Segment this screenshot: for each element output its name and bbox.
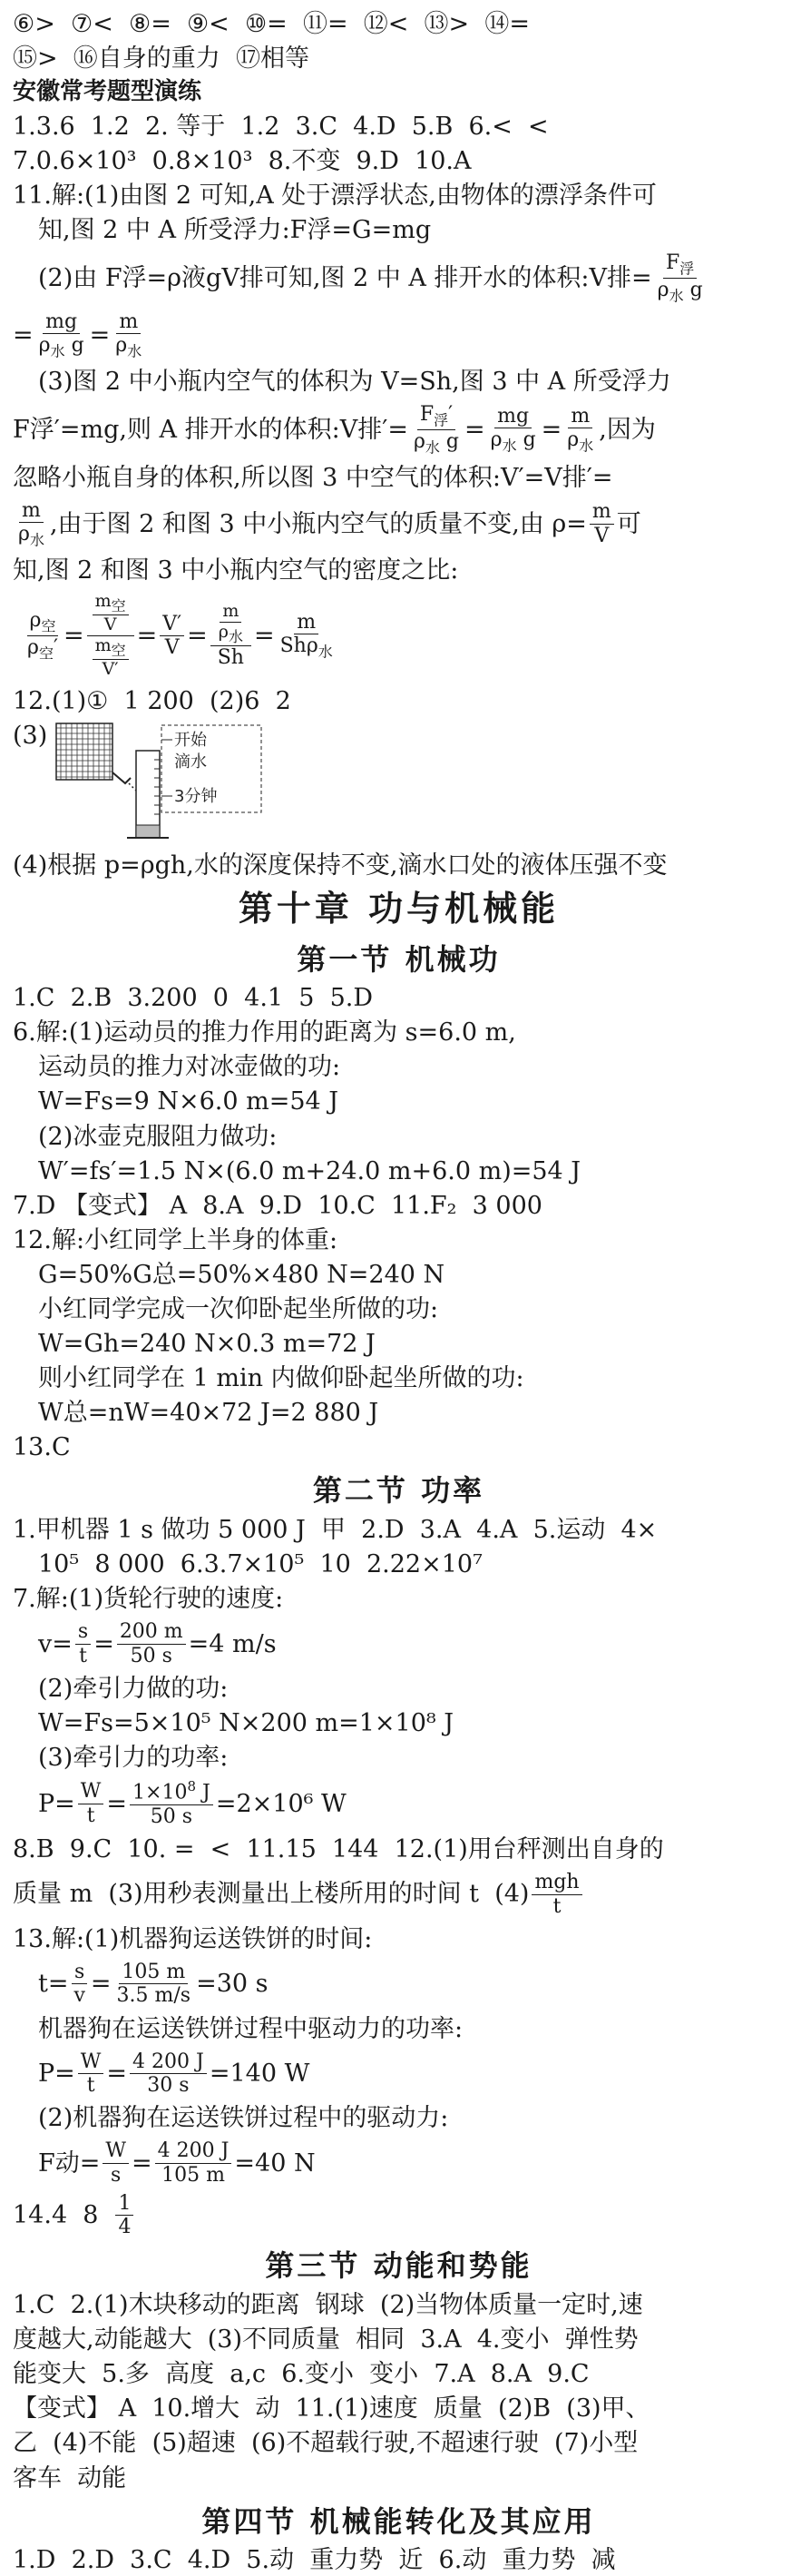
fraction: $\frac{mg}{\rho_水 g}$ — [490, 404, 536, 455]
formula-text: t= — [38, 1970, 69, 1999]
formula-text: ,因为 — [599, 415, 656, 444]
answer-line: 12.解:小红同学上半身的体重: — [13, 1225, 338, 1254]
fraction: $\frac{V'}{V}$ — [160, 613, 184, 660]
answer-line: 度越大,动能越大 (3)不同质量 相同 3.A 4.变小 弹性势 — [13, 2325, 639, 2355]
answer-line: W=Fs=5×10⁵ N×200 m=1×10⁸ J — [38, 1709, 454, 1738]
fraction: $\frac{W}{s}$ — [103, 2139, 129, 2187]
formula-line: t= $\frac{s}{v}$ = $\frac{105 m}{3.5 m/s}$ =30 s — [38, 1960, 269, 2008]
formula-line: v= $\frac{s}{t}$ = $\frac{200 m}{50 s}$ =4 m/s — [38, 1620, 277, 1667]
fraction: $\frac{\frac{m_空}{V}}{\frac{m_空}{V'}}$ — [87, 592, 134, 680]
formula-line: = $\frac{mg}{\rho_水 g}$ = $\frac{m}{\rho_水}$ — [13, 310, 785, 360]
answer-line: (3)图 2 中小瓶内空气的体积为 V=Sh,图 3 中 A 所受浮力 — [38, 368, 671, 396]
answer-line: 7.0.6×10³ 0.8×10³ 8.不变 9.D 10.A — [13, 147, 472, 176]
section-title: 第三节 动能和势能 — [265, 2248, 532, 2284]
fraction: $\frac{m}{\rho_水}$ — [567, 404, 594, 455]
answer-line: 知,图 2 和图 3 中小瓶内空气的密度之比: — [13, 556, 459, 585]
formula-text: P= — [38, 2059, 75, 2088]
answer-line: (2)机器狗在运送铁饼过程中的驱动力: — [38, 2104, 449, 2133]
fraction: $\frac{W}{t}$ — [78, 2050, 104, 2098]
diagram-row — [13, 720, 785, 847]
answer-line: G=50%G总=50%×480 N=240 N — [38, 1260, 445, 1289]
answer-line: W=Fs=9 N×6.0 m=54 J — [38, 1087, 339, 1116]
fraction: $\frac{4 200 J}{30 s}$ — [130, 2050, 207, 2098]
formula-text: F动= — [38, 2148, 101, 2178]
label-start: 开始 — [174, 731, 208, 751]
fraction: $\frac{1}{4}$ — [115, 2192, 133, 2239]
formula-line — [13, 251, 785, 305]
answer-line: 8.B 9.C 10. = < 11.15 144 12.(1)用台秤测出自身的 — [13, 1835, 664, 1864]
answer-line: 机器狗在运送铁饼过程中驱动力的功率: — [38, 2014, 464, 2043]
formula-text: =30 s — [196, 1970, 269, 1999]
answer-line: 10⁵ 8 000 6.3.7×10⁵ 10 2.22×10⁷ — [38, 1550, 483, 1579]
answer-line: 忽略小瓶自身的体积,所以图 3 中空气的体积:V′=V排′= — [13, 463, 613, 492]
answer-line: 1.3.6 1.2 2. 等于 1.2 3.C 4.D 5.B 6.< < — [13, 112, 549, 141]
answer-line: (3) — [13, 722, 48, 751]
answer-line: ⑮> ⑯自身的重力 ⑰相等 — [13, 44, 309, 74]
fraction: $\frac{200 m}{50 s}$ — [117, 1620, 186, 1667]
formula-line: F浮′=mg,则 A 排开水的体积:V排′= $\frac{F_浮'}{\rho_水 g}$ = $\frac{mg}{\rho_水 g}$ = $\frac{m}{\rho_水}$ ,因为 — [13, 403, 656, 457]
fraction: $\frac{m}{V}$ — [590, 500, 614, 547]
fraction: $\frac{m}{\rho_水}$ — [18, 498, 44, 549]
formula-text: =140 W — [209, 2059, 310, 2088]
answer-line: (2)冰壶克服阻力做功: — [38, 1122, 278, 1151]
formula-text: 14.4 8 — [13, 2201, 99, 2230]
label-3min: 3分钟 — [174, 787, 218, 807]
section-title: 第四节 机械能转化及其应用 — [201, 2503, 596, 2539]
answer-line: 7.解:(1)货轮行驶的速度: — [13, 1585, 284, 1614]
fraction: $\frac{\frac{m}{\rho_水}}{Sh}$ — [210, 602, 251, 669]
answer-line: 1.甲机器 1 s 做功 5 000 J 甲 2.D 3.A 4.A 5.运动 4× — [13, 1516, 658, 1545]
answer-line: 小红同学完成一次仰卧起坐所做的功: — [38, 1295, 439, 1323]
answer-line: 13.C — [13, 1433, 71, 1462]
formula-text: 质量 m (3)用秒表测量出上楼所用的时间 t (4) — [13, 1880, 530, 1909]
fraction: $\frac{W}{t}$ — [78, 1780, 104, 1827]
fraction: $\frac{\text{mgh}}{t}$ — [532, 1871, 581, 1918]
formula-text: = — [13, 320, 34, 349]
answer-line: ⑥> ⑦< ⑧= ⑨< ⑩= ⑪= ⑫< ⑬> ⑭= — [13, 10, 530, 38]
answer-line: W总=nW=40×72 J=2 880 J — [38, 1399, 379, 1428]
fraction: $\frac{mg}{\rho_水 g}$ — [38, 310, 84, 360]
answer-line: W=Gh=240 N×0.3 m=72 J — [38, 1330, 376, 1359]
formula-line — [13, 2192, 785, 2239]
answer-line: 【变式】 A 10.增大 动 11.(1)速度 质量 (2)B (3)甲、 — [13, 2394, 650, 2424]
answer-line: 乙 (4)不能 (5)超速 (6)不超载行驶,不超速行驶 (7)小型 — [13, 2429, 639, 2458]
formula-text: =4 m/s — [188, 1629, 277, 1658]
answer-line: 7.D 【变式】 A 8.A 9.D 10.C 11.F₂ 3 000 — [13, 1191, 542, 1220]
formula-text: (2)由 F浮=ρ液gV排可知,图 2 中 A 排开水的体积:V排= — [38, 264, 652, 293]
formula-text: P= — [38, 1789, 75, 1818]
chapter-title: 第十章 功与机械能 — [238, 889, 560, 929]
formula-line: F动= $\frac{W}{s}$ = $\frac{4 200 J}{105 m}$ =40 N — [38, 2139, 316, 2187]
formula-text: v= — [38, 1629, 73, 1658]
section-title: 第二节 功率 — [312, 1473, 485, 1509]
answer-line: (4)根据 p=ρgh,水的深度保持不变,滴水口处的液体压强不变 — [13, 851, 668, 880]
fraction: $\frac{4 200 J}{105 m}$ — [155, 2139, 232, 2187]
answer-line: (3)牵引力的功率: — [38, 1744, 229, 1773]
fraction: $\frac{\rho_空}{\rho_空'}$ — [27, 609, 58, 663]
drip-experiment-diagram — [53, 720, 270, 847]
formula-line — [13, 1871, 785, 1918]
formula-text: 可 — [616, 509, 641, 538]
answer-line: 运动员的推力对冰壶做的功: — [38, 1053, 341, 1082]
answer-line: 客车 动能 — [13, 2463, 127, 2492]
answer-line: 能变大 5.多 高度 a,c 6.变小 变小 7.A 8.A 9.C — [13, 2360, 590, 2389]
answer-line: 11.解:(1)由图 2 可知,A 处于漂浮状态,由物体的漂浮条件可 — [13, 182, 657, 211]
answer-line: 13.解:(1)机器狗运送铁饼的时间: — [13, 1924, 373, 1953]
fraction: $\frac{m}{\rho_水}$ — [115, 310, 142, 360]
answer-line: 12.(1)① 1 200 (2)6 2 — [13, 686, 291, 715]
formula-text: =40 N — [234, 2148, 316, 2178]
formula-text: ,由于图 2 和图 3 中小瓶内空气的质量不变,由 ρ= — [49, 509, 587, 538]
section-subtitle: 安徽常考题型演练 — [13, 78, 202, 106]
label-drip: 滴水 — [174, 752, 208, 772]
formula-line — [13, 499, 785, 549]
section-title: 第一节 机械功 — [297, 941, 501, 977]
fraction: $\frac{s}{v}$ — [71, 1961, 87, 2008]
fraction: $\frac{s}{t}$ — [75, 1620, 91, 1667]
answer-line: 1.C 2.B 3.200 0 4.1 5 5.D — [13, 984, 374, 1013]
formula-text: =2×10⁶ W — [215, 1789, 347, 1818]
answer-line: 知,图 2 中 A 所受浮力:F浮=G=mg — [38, 216, 432, 245]
formula-line: P= $\frac{W}{t}$ = $\frac{1\times 10^8 J}{50 s}$ =2×10⁶ W — [38, 1778, 347, 1828]
answer-line: W′=fs′=1.5 N×(6.0 m+24.0 m+6.0 m)=54 J — [38, 1156, 581, 1185]
fraction: $\frac{1\times 10^8 J}{50 s}$ — [130, 1779, 213, 1828]
formula-line: $\frac{\rho_空}{\rho_空'}$ = $\frac{\frac{m_空}{V}}{\frac{m_空}{V'}}$ = $\frac{V'}{V}$ = $\frac{\frac{m}{\rho_水}}{Sh}$ = $\frac{m}{Sh\rho_水}$ — [22, 592, 785, 680]
answer-line: 1.D 2.D 3.C 4.D 5.动 重力势 近 6.动 重力势 减 — [13, 2546, 616, 2575]
formula-line: P= $\frac{W}{t}$ = $\frac{4 200 J}{30 s}$ =140 W — [38, 2050, 310, 2097]
answer-line: 6.解:(1)运动员的推力作用的距离为 s=6.0 m, — [13, 1018, 516, 1047]
fraction: $\frac{F_浮'}{\rho_水 g}$ — [413, 403, 459, 457]
fraction: $\frac{105 m}{3.5 m/s}$ — [116, 1960, 191, 2008]
answer-line: (2)牵引力做的功: — [38, 1674, 229, 1703]
answer-line: 则小红同学在 1 min 内做仰卧起坐所做的功: — [38, 1364, 524, 1393]
fraction: $\frac{F_浮}{\rho_水 g}$ — [657, 251, 703, 305]
answer-line: 1.C 2.(1)木块移动的距离 钢球 (2)当物体质量一定时,速 — [13, 2291, 643, 2320]
formula-text: F浮′=mg,则 A 排开水的体积:V排′= — [13, 415, 408, 444]
fraction: $\frac{m}{Sh\rho_水}$ — [279, 610, 333, 661]
